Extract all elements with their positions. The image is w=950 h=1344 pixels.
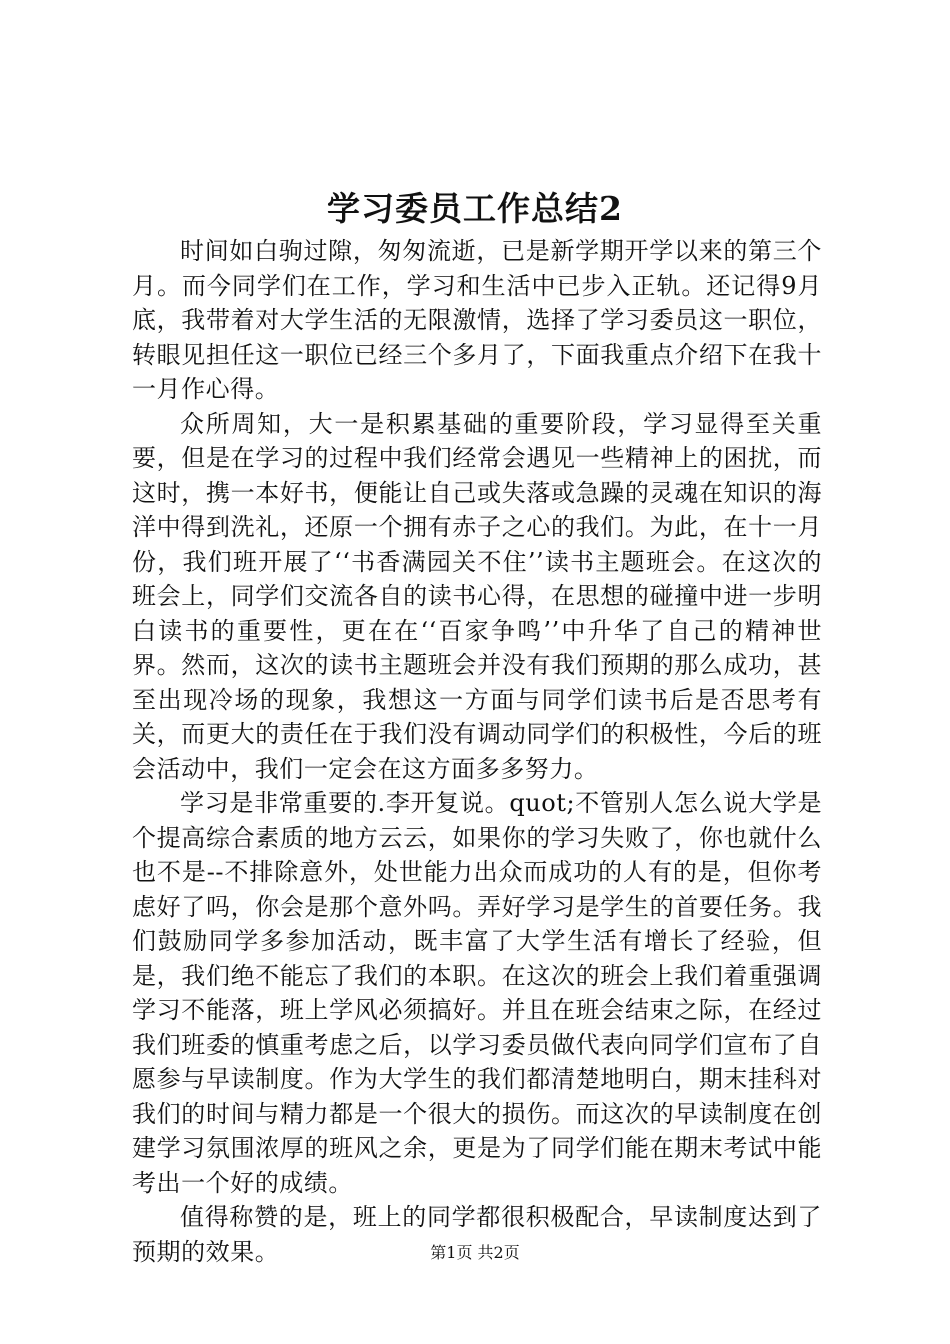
document-title: 学习委员工作总结2 bbox=[327, 189, 623, 228]
paragraph-2: 众所周知，大一是积累基础的重要阶段，学习显得至关重要，但是在学习的过程中我们经常会遇见一些精神上的困扰，而这时，携一本好书，便能让自己或失落或急躁的灵魂在知识的海洋中得到洗礼，还原一个拥有赤子之心的我们。为此，在十一月份，我们班开展了‘‘书香满园关不住’’读书主题班会。在这次的班会上，同学们交流各自的读书心得，在思想的碰撞中进一步明白读书的重要性，更在在‘‘百家争鸣’’中升华了自己的精神世界。然而，这次的读书主题班会并没有我们预期的那么成功，甚至出现冷场的现象，我想这一方面与同学们读书后是否思考有关，而更大的责任在于我们没有调动同学们的积极性，今后的班会活动中，我们一定会在这方面多多努力。 bbox=[132, 409, 822, 783]
page-number-footer: 第1页 共2页 bbox=[430, 1243, 520, 1262]
paragraph-1: 时间如白驹过隙，匆匆流逝，已是新学期开学以来的第三个月。而今同学们在工作，学习和生活中已步入正轨。还记得9月底，我带着对大学生活的无限激情，选择了学习委员这一职位，转眼见担任这一职位已经三个多月了，下面我重点介绍下在我十一月作心得。 bbox=[132, 237, 822, 403]
paragraph-3: 学习是非常重要的.李开复说。quot;不管别人怎么说大学是个提高综合素质的地方云云，如果你的学习失败了，你也就什么也不是--不排除意外，处世能力出众而成功的人有的是，但你考虑好了吗，你会是那个意外吗。弄好学习是学生的首要任务。我们鼓励同学多参加活动，既丰富了大学生活有增长了经验，但是，我们绝不能忘了我们的本职。在这次的班会上我们着重强调学习不能落，班上学风必须搞好。并且在班会结束之际，在经过我们班委的慎重考虑之后，以学习委员做代表向同学们宣布了自愿参与早读制度。作为大学生的我们都清楚地明白，期末挂科对我们的时间与精力都是一个很大的损伤。而这次的早读制度在创建学习氛围浓厚的班风之余，更是为了同学们能在期末考试中能考出一个好的成绩。 bbox=[132, 789, 822, 1197]
paragraph-4: 值得称赞的是，班上的同学都很积极配合，早读制度达到了预期的效果。 bbox=[132, 1203, 822, 1266]
document-body bbox=[132, 234, 822, 1269]
